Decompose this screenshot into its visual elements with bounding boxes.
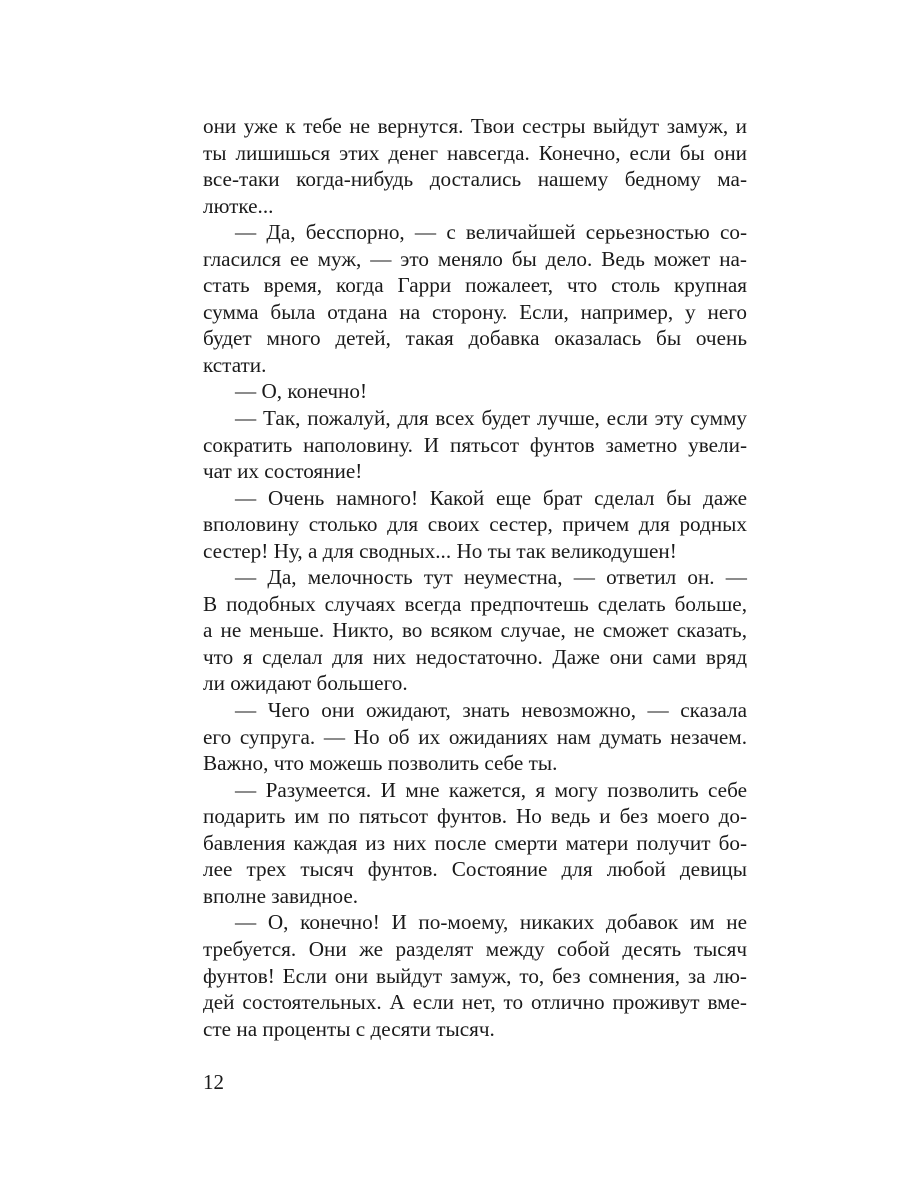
paragraph xyxy=(203,485,747,565)
text-line: — О, конечно! xyxy=(235,379,368,404)
text-line: В подобных случаях всегда предпочтешь сделать больше, xyxy=(203,591,747,616)
paragraph xyxy=(203,777,747,910)
text-line: требуется. Они же разделят между собой десять тысяч xyxy=(203,936,747,961)
text-line: лютке... xyxy=(203,193,274,218)
text-line: что я сделал для них недостаточно. Даже они сами вряд xyxy=(203,644,747,669)
text-line: сте на проценты с десяти тысяч. xyxy=(203,1016,495,1041)
text-line: дей состоятельных. А если нет, то отлично проживут вме- xyxy=(203,990,747,1015)
text-line: вполовину столько для своих сестер, причем для родных xyxy=(203,512,747,537)
text-line: Важно, что можешь позволить себе ты. xyxy=(203,751,558,776)
text-line: — Разумеется. И мне кажется, я могу позволить себе xyxy=(235,777,747,802)
text-line: — Да, мелочность тут неуместна, — ответил он. — xyxy=(235,565,747,590)
text-line: лее трех тысяч фунтов. Состояние для любой девицы xyxy=(203,857,747,882)
text-line: — Очень намного! Какой еще брат сделал бы даже xyxy=(235,485,747,510)
text-line: все-таки когда-нибудь достались нашему бедному ма- xyxy=(203,167,747,192)
paragraph xyxy=(203,697,747,777)
text-line: — Так, пожалуй, для всех будет лучше, если эту сумму xyxy=(235,406,747,431)
text-line: чат их состояние! xyxy=(203,459,363,484)
text-line: подарить им по пятьсот фунтов. Но ведь и без моего до- xyxy=(203,804,747,829)
text-line: сумма была отдана на сторону. Если, например, у него xyxy=(203,299,747,324)
text-line: ли ожидают большего. xyxy=(203,671,408,696)
text-line: ты лишишься этих денег навсегда. Конечно, если бы они xyxy=(203,140,747,165)
paragraph xyxy=(203,405,747,485)
body-text xyxy=(203,113,747,1042)
text-line: кстати. xyxy=(203,352,267,377)
paragraph xyxy=(203,378,747,405)
text-line: — Чего они ожидают, знать невозможно, — сказала xyxy=(235,698,747,723)
text-line: вполне завидное. xyxy=(203,883,359,908)
text-line: сократить наполовину. И пятьсот фунтов заметно увели- xyxy=(203,432,747,457)
text-line: его супруга. — Но об их ожиданиях нам думать незачем. xyxy=(203,724,747,749)
paragraph xyxy=(203,564,747,697)
text-line: фунтов! Если они выйдут замуж, то, без сомнения, за лю- xyxy=(203,963,747,988)
text-line: сестер! Ну, а для сводных... Но ты так великодушен! xyxy=(203,538,677,563)
text-line: гласился ее муж, — это меняло бы дело. Ведь может на- xyxy=(203,246,747,271)
text-line: а не меньше. Никто, во всяком случае, не сможет сказать, xyxy=(203,618,747,643)
text-line: — Да, бесспорно, — с величайшей серьезностью со- xyxy=(235,220,747,245)
text-line: стать время, когда Гарри пожалеет, что столь крупная xyxy=(203,273,747,298)
paragraph xyxy=(203,113,747,219)
page-number: 12 xyxy=(203,1070,224,1094)
paragraph xyxy=(203,909,747,1042)
text-line: бавления каждая из них после смерти матери получит бо- xyxy=(203,830,747,855)
paragraph xyxy=(203,219,747,378)
text-line: будет много детей, такая добавка оказалась бы очень xyxy=(203,326,747,351)
text-line: они уже к тебе не вернутся. Твои сестры выйдут замуж, и xyxy=(203,114,747,138)
text-line: — О, конечно! И по-моему, никаких добавок им не xyxy=(235,910,747,935)
